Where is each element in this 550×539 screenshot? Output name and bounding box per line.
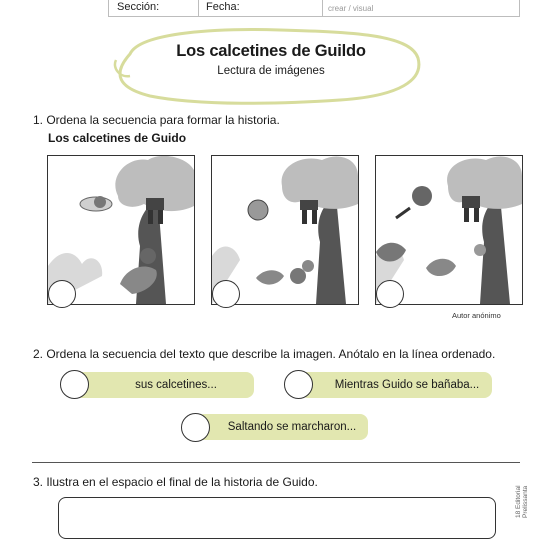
question-1-prompt: 1. Ordena la secuencia para formar la historia.	[33, 113, 280, 127]
question-2-prompt: 2. Ordena la secuencia del texto que describe la imagen. Anótalo en la línea ordenado.	[33, 347, 496, 361]
order-circle-sentence-1[interactable]	[60, 370, 89, 399]
worksheet-title: Los calcetines de Guildo	[176, 42, 366, 60]
sentence-pill-1	[74, 372, 254, 398]
header-strip	[108, 0, 520, 17]
sentence-text: Mientras Guido se bañaba...	[334, 379, 480, 391]
order-circle-3[interactable]	[376, 280, 404, 308]
publisher-credit: 18 Editorial Prelissanta	[515, 485, 529, 518]
story-panel-1	[47, 155, 195, 305]
sentence-text: sus calcetines...	[135, 379, 217, 391]
header-divider	[198, 0, 199, 16]
order-circle-1[interactable]	[48, 280, 76, 308]
date-label: Fecha:	[206, 1, 240, 13]
answer-line	[32, 462, 520, 463]
drawing-area[interactable]	[58, 497, 496, 539]
story-panel-2	[211, 155, 359, 305]
worksheet-subtitle: Lectura de imágenes	[217, 65, 325, 77]
order-circle-2[interactable]	[212, 280, 240, 308]
section-label: Sección:	[117, 1, 160, 13]
category-label: crear / visual	[328, 4, 374, 13]
order-circle-sentence-2[interactable]	[284, 370, 313, 399]
order-circle-sentence-3[interactable]	[181, 413, 210, 442]
story-panel-3	[375, 155, 523, 305]
author-credit: Autor anónimo	[452, 311, 501, 320]
sentence-pill-2	[300, 372, 492, 398]
header-divider	[322, 0, 323, 16]
question-3-prompt: 3. Ilustra en el espacio el final de la historia de Guido.	[33, 475, 318, 489]
story-heading: Los calcetines de Guido	[48, 131, 187, 145]
sentence-text: Saltando se marcharon...	[227, 421, 357, 433]
sentence-pill-3	[196, 414, 368, 440]
